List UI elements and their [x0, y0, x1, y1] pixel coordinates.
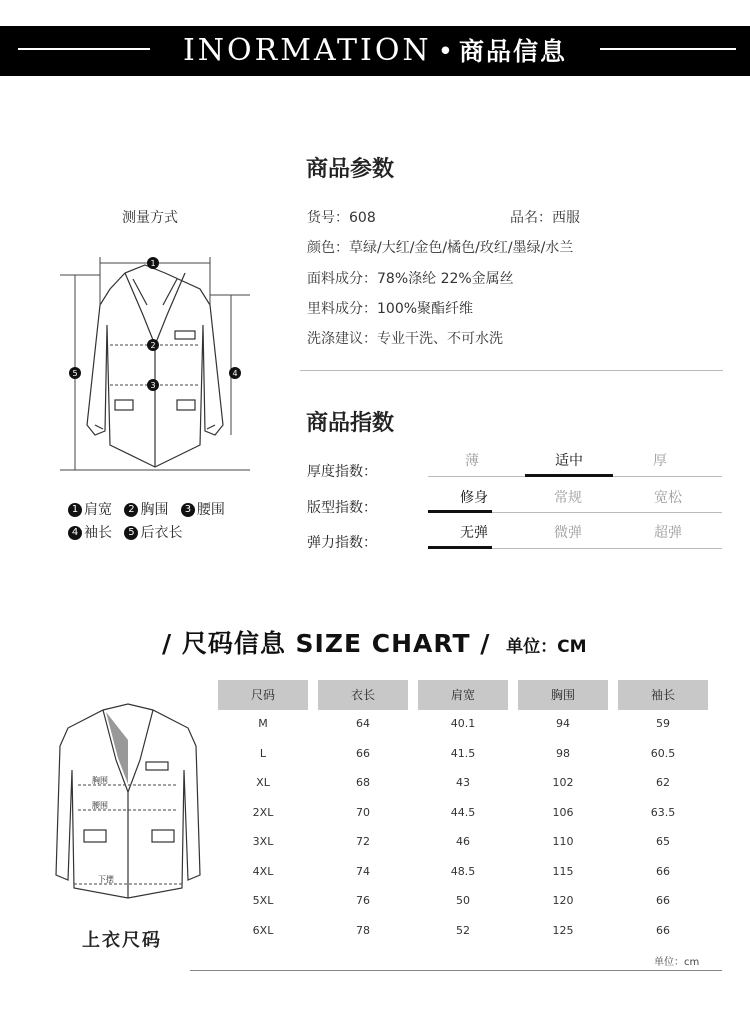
- index-label-thickness: 厚度指数：: [307, 464, 377, 480]
- table-cell: 125: [552, 923, 574, 937]
- svg-text:3: 3: [150, 381, 156, 390]
- params-title: 商品参数: [306, 157, 395, 182]
- table-cell: 59: [656, 717, 670, 730]
- legend-item: 2 胸围: [124, 502, 168, 518]
- legend-num-icon: 2: [124, 503, 138, 517]
- table-cell: XL: [256, 776, 270, 789]
- size-jacket-diagram: [48, 700, 208, 900]
- table-cell: 50: [456, 894, 470, 907]
- info-header-bar: [0, 26, 750, 76]
- params-divider: [300, 370, 723, 371]
- legend-num-icon: 5: [124, 526, 138, 540]
- table-cell: 66: [656, 894, 670, 907]
- table-cell: 64: [356, 717, 370, 730]
- param-fabric: 面料成分：78%涤纶 22%金属丝: [307, 271, 514, 287]
- table-header: 肩宽: [418, 680, 508, 710]
- header-title-en: INORMATION: [182, 33, 432, 68]
- index-selected-bar: [428, 546, 492, 549]
- legend-item: 5 后衣长: [124, 525, 182, 541]
- table-cell: 68: [356, 776, 370, 789]
- index-opt-no-stretch: 无弹: [460, 525, 488, 541]
- index-label-fit: 版型指数：: [307, 500, 377, 516]
- legend-item: 4 袖长: [68, 525, 112, 541]
- index-opt-medium: 适中: [555, 453, 583, 469]
- table-cell: 48.5: [450, 864, 476, 878]
- table-cell: 60.5: [650, 746, 676, 760]
- diagram-label-waist: 腰围: [92, 801, 108, 810]
- table-cell: 6XL: [252, 923, 274, 937]
- table-cell: 74: [356, 864, 370, 878]
- table-cell: 120: [552, 894, 574, 907]
- measure-legend-row1: [68, 499, 225, 519]
- table-cell: 94: [556, 717, 570, 730]
- svg-text:4: 4: [232, 369, 238, 378]
- header-title: [0, 32, 750, 68]
- legend-num-icon: 3: [181, 503, 195, 517]
- table-cell: 106: [552, 805, 574, 819]
- index-selected-bar: [428, 510, 492, 513]
- table-cell: 3XL: [252, 835, 274, 848]
- table-cell: 44.5: [450, 805, 476, 819]
- svg-text:2: 2: [150, 341, 156, 350]
- table-cell: 41.5: [450, 746, 476, 760]
- header-dot: •: [437, 37, 454, 67]
- legend-num-icon: 1: [68, 503, 82, 517]
- param-wash: 洗涤建议：专业干洗、不可水洗: [307, 331, 503, 347]
- table-cell: 70: [356, 805, 370, 819]
- table-cell: 40.1: [450, 717, 476, 730]
- size-chart-unit: 单位：CM: [506, 637, 587, 657]
- index-opt-high-stretch: 超弹: [654, 525, 682, 541]
- table-cell: 66: [656, 923, 670, 937]
- diagram-label-hem: 下摆: [98, 875, 114, 884]
- table-cell: 4XL: [252, 864, 274, 878]
- table-cell: 66: [356, 746, 370, 760]
- table-header: 胸围: [518, 680, 608, 710]
- param-item-no: 货号：608: [307, 210, 376, 226]
- param-lining: 里料成分：100%聚酯纤维: [307, 301, 474, 317]
- table-cell: 52: [456, 923, 470, 937]
- table-cell: 46: [456, 835, 470, 848]
- table-bottom-line: [190, 970, 722, 971]
- table-cell: 72: [356, 835, 370, 848]
- table-cell: 5XL: [252, 894, 274, 907]
- index-selected-bar: [525, 474, 613, 477]
- table-cell: 102: [552, 776, 574, 789]
- table-cell: M: [258, 717, 268, 730]
- param-name: 品名：西服: [510, 210, 580, 226]
- size-chart-title: [162, 624, 587, 660]
- table-cell: 98: [556, 746, 570, 760]
- table-cell: 43: [456, 776, 470, 789]
- index-opt-slight-stretch: 微弹: [554, 525, 582, 541]
- index-opt-regular: 常规: [554, 490, 582, 506]
- param-color: 颜色：草绿/大红/金色/橘色/玫红/墨绿/水兰: [307, 240, 574, 256]
- table-cell: 62: [656, 776, 670, 789]
- index-title: 商品指数: [306, 411, 395, 436]
- index-opt-loose: 宽松: [654, 490, 682, 506]
- table-cell: 63.5: [650, 805, 676, 819]
- legend-num-icon: 4: [68, 526, 82, 540]
- svg-text:1: 1: [150, 259, 156, 268]
- index-label-stretch: 弹力指数：: [307, 535, 377, 551]
- table-cell: 2XL: [252, 805, 274, 819]
- measure-legend-row2: [68, 522, 182, 542]
- table-unit-note: 单位：cm: [654, 957, 700, 968]
- table-cell: 65: [656, 835, 670, 848]
- table-cell: 110: [552, 835, 574, 848]
- diagram-label-chest: 胸围: [92, 776, 108, 785]
- table-header: 尺码: [218, 680, 308, 710]
- measure-jacket-diagram: [55, 245, 255, 480]
- jacket-size-label: 上衣尺码: [82, 930, 162, 951]
- table-cell: 66: [656, 864, 670, 878]
- index-opt-slim: 修身: [460, 490, 488, 506]
- measure-title: 测量方式: [122, 210, 178, 226]
- table-cell: L: [259, 746, 267, 760]
- table-cell: 115: [552, 864, 574, 878]
- size-chart-title-text: / 尺码信息 SIZE CHART /: [162, 629, 491, 658]
- table-header: 衣长: [318, 680, 408, 710]
- legend-item: 3 腰围: [181, 502, 225, 518]
- index-opt-thick: 厚: [653, 453, 667, 469]
- header-title-cn: 商品信息: [459, 37, 568, 66]
- svg-text:5: 5: [72, 369, 78, 378]
- table-header: 袖长: [618, 680, 708, 710]
- table-cell: 78: [356, 923, 370, 937]
- table-cell: 76: [356, 894, 370, 907]
- index-opt-thin: 薄: [465, 453, 479, 469]
- legend-item: 1 肩宽: [68, 502, 112, 518]
